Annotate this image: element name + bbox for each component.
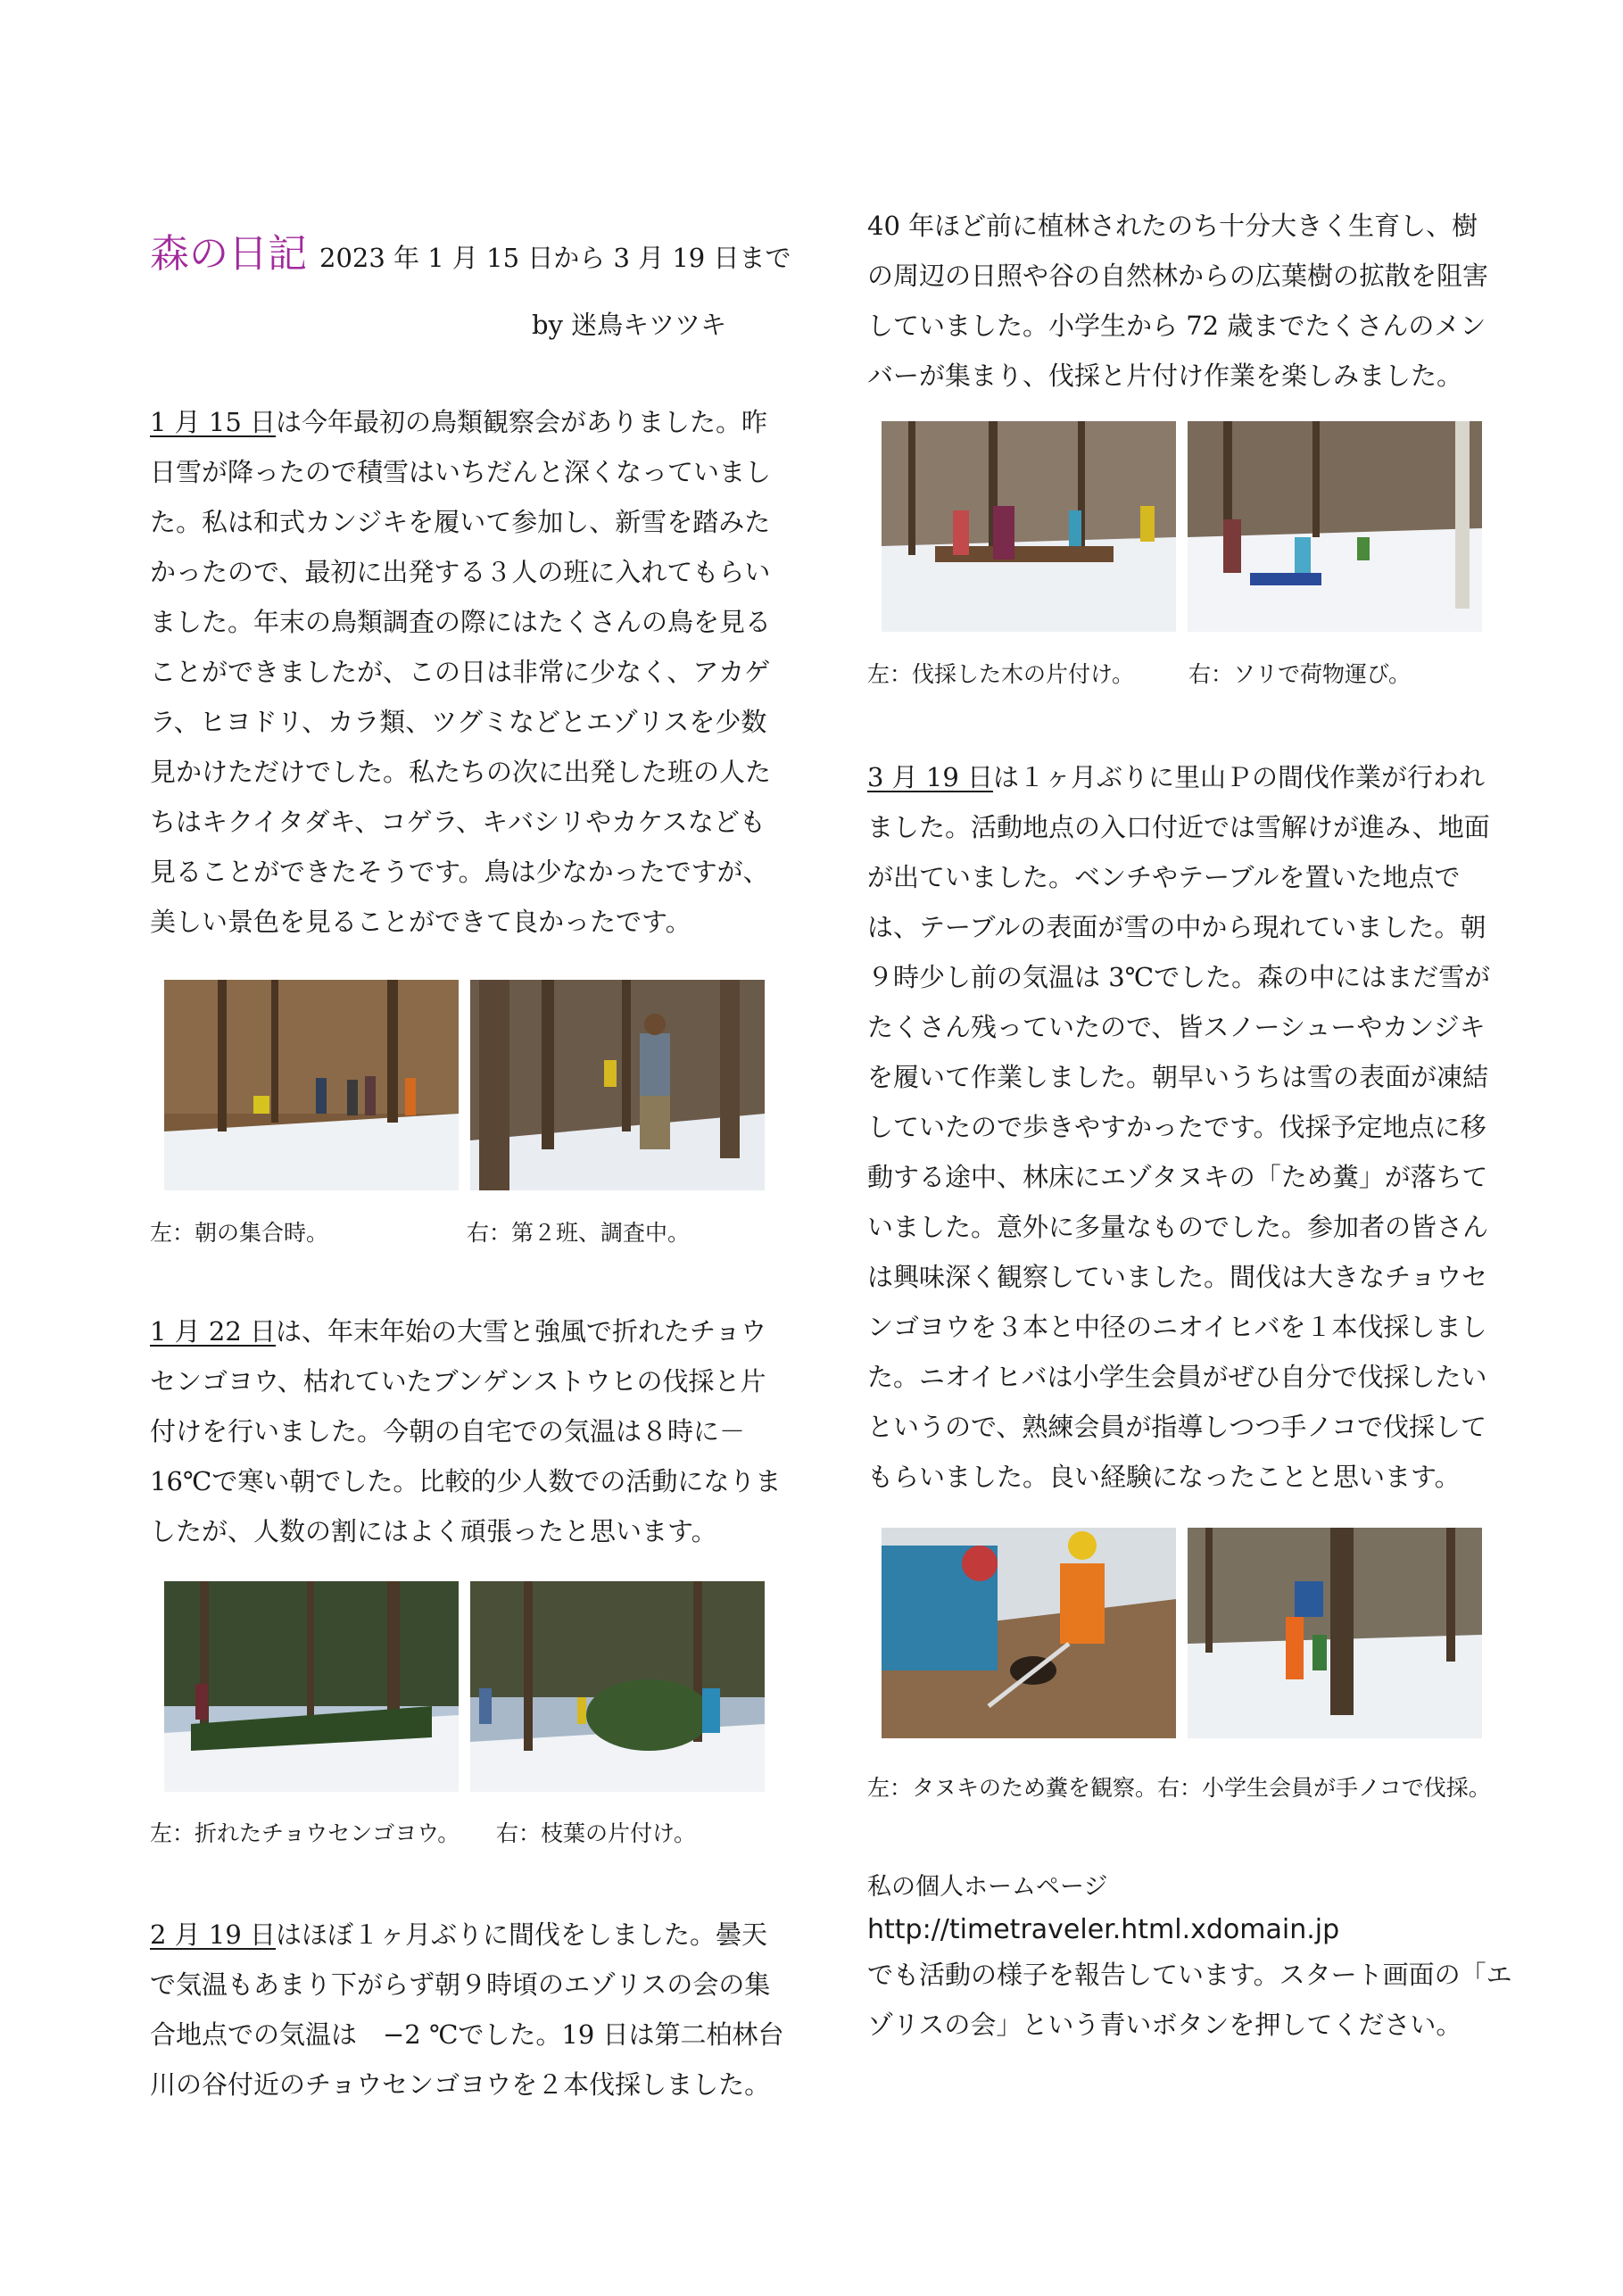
page-subtitle: 2023 年 1 月 15 日から 3 月 19 日まで	[319, 243, 791, 273]
text-line: 3 月 19 日は１ヶ月ぶりに里山Ｐの間伐作業が行われ	[867, 762, 1486, 792]
text-line: センゴヨウ、枯れていたブンゲンストウヒの伐採と片	[150, 1366, 766, 1397]
text-line: していました。小学生から 72 歳までたくさんのメン	[867, 311, 1486, 341]
text-line: ９時少し前の気温は 3℃でした。森の中にはまだ雪が	[867, 962, 1491, 992]
section-jan22-text	[150, 1306, 782, 1556]
text-line: たくさん残っていたので、皆スノーシューやカンジキ	[867, 1012, 1486, 1042]
homepage-label: 私の個人ホームページ	[867, 1873, 1108, 1901]
photo-tree-cleanup	[882, 421, 1176, 632]
text-line: ゾリスの会」という青いボタンを押してください。	[867, 2010, 1462, 2040]
photo-branch-cleanup	[470, 1581, 765, 1792]
author-byline: by 迷鳥キツツキ	[532, 310, 727, 340]
text-line: 16℃で寒い朝でした。比較的少人数での活動になりま	[150, 1466, 782, 1496]
page-title: 森の日記	[150, 231, 307, 277]
caption-right: 右：第２班、調査中。	[467, 1220, 691, 1246]
caption: 左：タヌキのため糞を観察。右：小学生会員が手ノコで伐採。	[867, 1775, 1491, 1801]
photo-tanuki-droppings	[882, 1528, 1176, 1738]
text-line: いました。意外に多量なものでした。参加者の皆さん	[867, 1212, 1489, 1242]
text-line: 2 月 19 日はほぼ１ヶ月ぶりに間伐をしました。曇天	[150, 1919, 768, 1950]
section-date: 3 月 19 日	[867, 762, 994, 792]
section-feb19-continued	[867, 201, 1492, 401]
photo-second-team-survey	[470, 980, 765, 1190]
text-line: 付けを行いました。今朝の自宅での気温は８時に－	[150, 1416, 746, 1446]
photo-broken-pine	[164, 1581, 459, 1792]
photo-morning-gathering	[164, 980, 459, 1190]
text-line: でも活動の様子を報告しています。スタート画面の「エ	[867, 1960, 1512, 1990]
caption-right: 右：枝葉の片付け。	[496, 1820, 697, 1846]
section-date: 1 月 22 日	[150, 1316, 277, 1347]
caption-left: 左：伐採した木の片付け。	[867, 661, 1135, 687]
text-line: が出ていました。ベンチやテーブルを置いた地点で	[867, 862, 1461, 892]
text-line: 合地点での気温は −2 ℃でした。19 日は第二柏林台	[150, 2019, 784, 2050]
text-line: 1 月 22 日は、年末年始の大雪と強風で折れたチョウ	[150, 1316, 767, 1347]
text-line: で気温もあまり下がらず朝９時頃のエゾリスの会の集	[150, 1969, 771, 2000]
text-line: 1 月 15 日は今年最初の鳥類観察会がありました。昨	[150, 407, 768, 437]
header	[150, 221, 791, 278]
text-line: は、テーブルの表面が雪の中から現れていました。朝	[867, 912, 1486, 942]
text-line: ちはキクイタダキ、コゲラ、キバシリやカケスなども	[150, 807, 766, 837]
text-line: た。私は和式カンジキを履いて参加し、新雪を踏みた	[150, 507, 771, 537]
text-line: ンゴヨウを３本と中径のニオイヒバを１本伐採しまし	[867, 1312, 1487, 1342]
text-line: 川の谷付近のチョウセンゴヨウを２本伐採しました。	[150, 2069, 771, 2100]
caption-left: 左：朝の集合時。	[150, 1220, 329, 1246]
section-date: 2 月 19 日	[150, 1919, 277, 1950]
text-line: は興味深く観察していました。間伐は大きなチョウセ	[867, 1262, 1488, 1292]
homepage-link[interactable]: http://timetraveler.html.xdomain.jp	[867, 1914, 1340, 1945]
photo-handsaw-cutting	[1188, 1528, 1482, 1738]
text-line: したが、人数の割にはよく頑張ったと思います。	[150, 1516, 717, 1546]
text-line: かったので、最初に出発する３人の班に入れてもらい	[150, 557, 771, 587]
text-line: していたので歩きやすかったです。伐採予定地点に移	[867, 1112, 1486, 1142]
section-jan15-text	[150, 397, 774, 947]
section-date: 1 月 15 日	[150, 407, 277, 437]
text-line: 美しい景色を見ることができて良かったです。	[150, 907, 691, 937]
text-line: 日雪が降ったので積雪はいちだんと深くなっていまし	[150, 457, 772, 487]
text-line: ました。活動地点の入口付近では雪解けが進み、地面	[867, 812, 1490, 842]
caption-right: 右：ソリで荷物運び。	[1188, 661, 1412, 687]
text-line: ラ、ヒヨドリ、カラ類、ツグミなどとエゾリスを少数	[150, 707, 767, 737]
text-line: 見ることができたそうです。鳥は少なかったですが、	[150, 857, 769, 887]
text-line: ました。年末の鳥類調査の際にはたくさんの鳥を見る	[150, 607, 772, 637]
caption-left: 左：折れたチョウセンゴヨウ。	[150, 1820, 460, 1846]
section-feb19-text	[150, 1910, 784, 2110]
text-line: た。ニオイヒバは小学生会員がぜひ自分で伐採したい	[867, 1362, 1487, 1392]
text-line: 動する途中、林床にエゾタヌキの「ため糞」が落ちて	[867, 1162, 1488, 1192]
section-mar19-text	[867, 752, 1492, 1502]
homepage-text	[867, 1950, 1512, 2050]
text-line: というので、熟練会員が指導しつつ手ノコで伐採して	[867, 1412, 1486, 1442]
text-line: 40 年ほど前に植林されたのち十分大きく生育し、樹	[867, 211, 1478, 241]
text-line: 見かけただけでした。私たちの次に出発した班の人た	[150, 757, 772, 787]
photo-sled-transport	[1188, 421, 1482, 632]
text-line: もらいました。良い経験になったことと思います。	[867, 1462, 1461, 1492]
text-line: ことができましたが、この日は非常に少なく、アカゲ	[150, 657, 771, 687]
text-line: を履いて作業しました。朝早いうちは雪の表面が凍結	[867, 1062, 1489, 1092]
text-line: バーが集まり、伐採と片付け作業を楽しみました。	[867, 361, 1463, 391]
text-line: の周辺の日照や谷の自然林からの広葉樹の拡散を阻害	[867, 261, 1489, 291]
